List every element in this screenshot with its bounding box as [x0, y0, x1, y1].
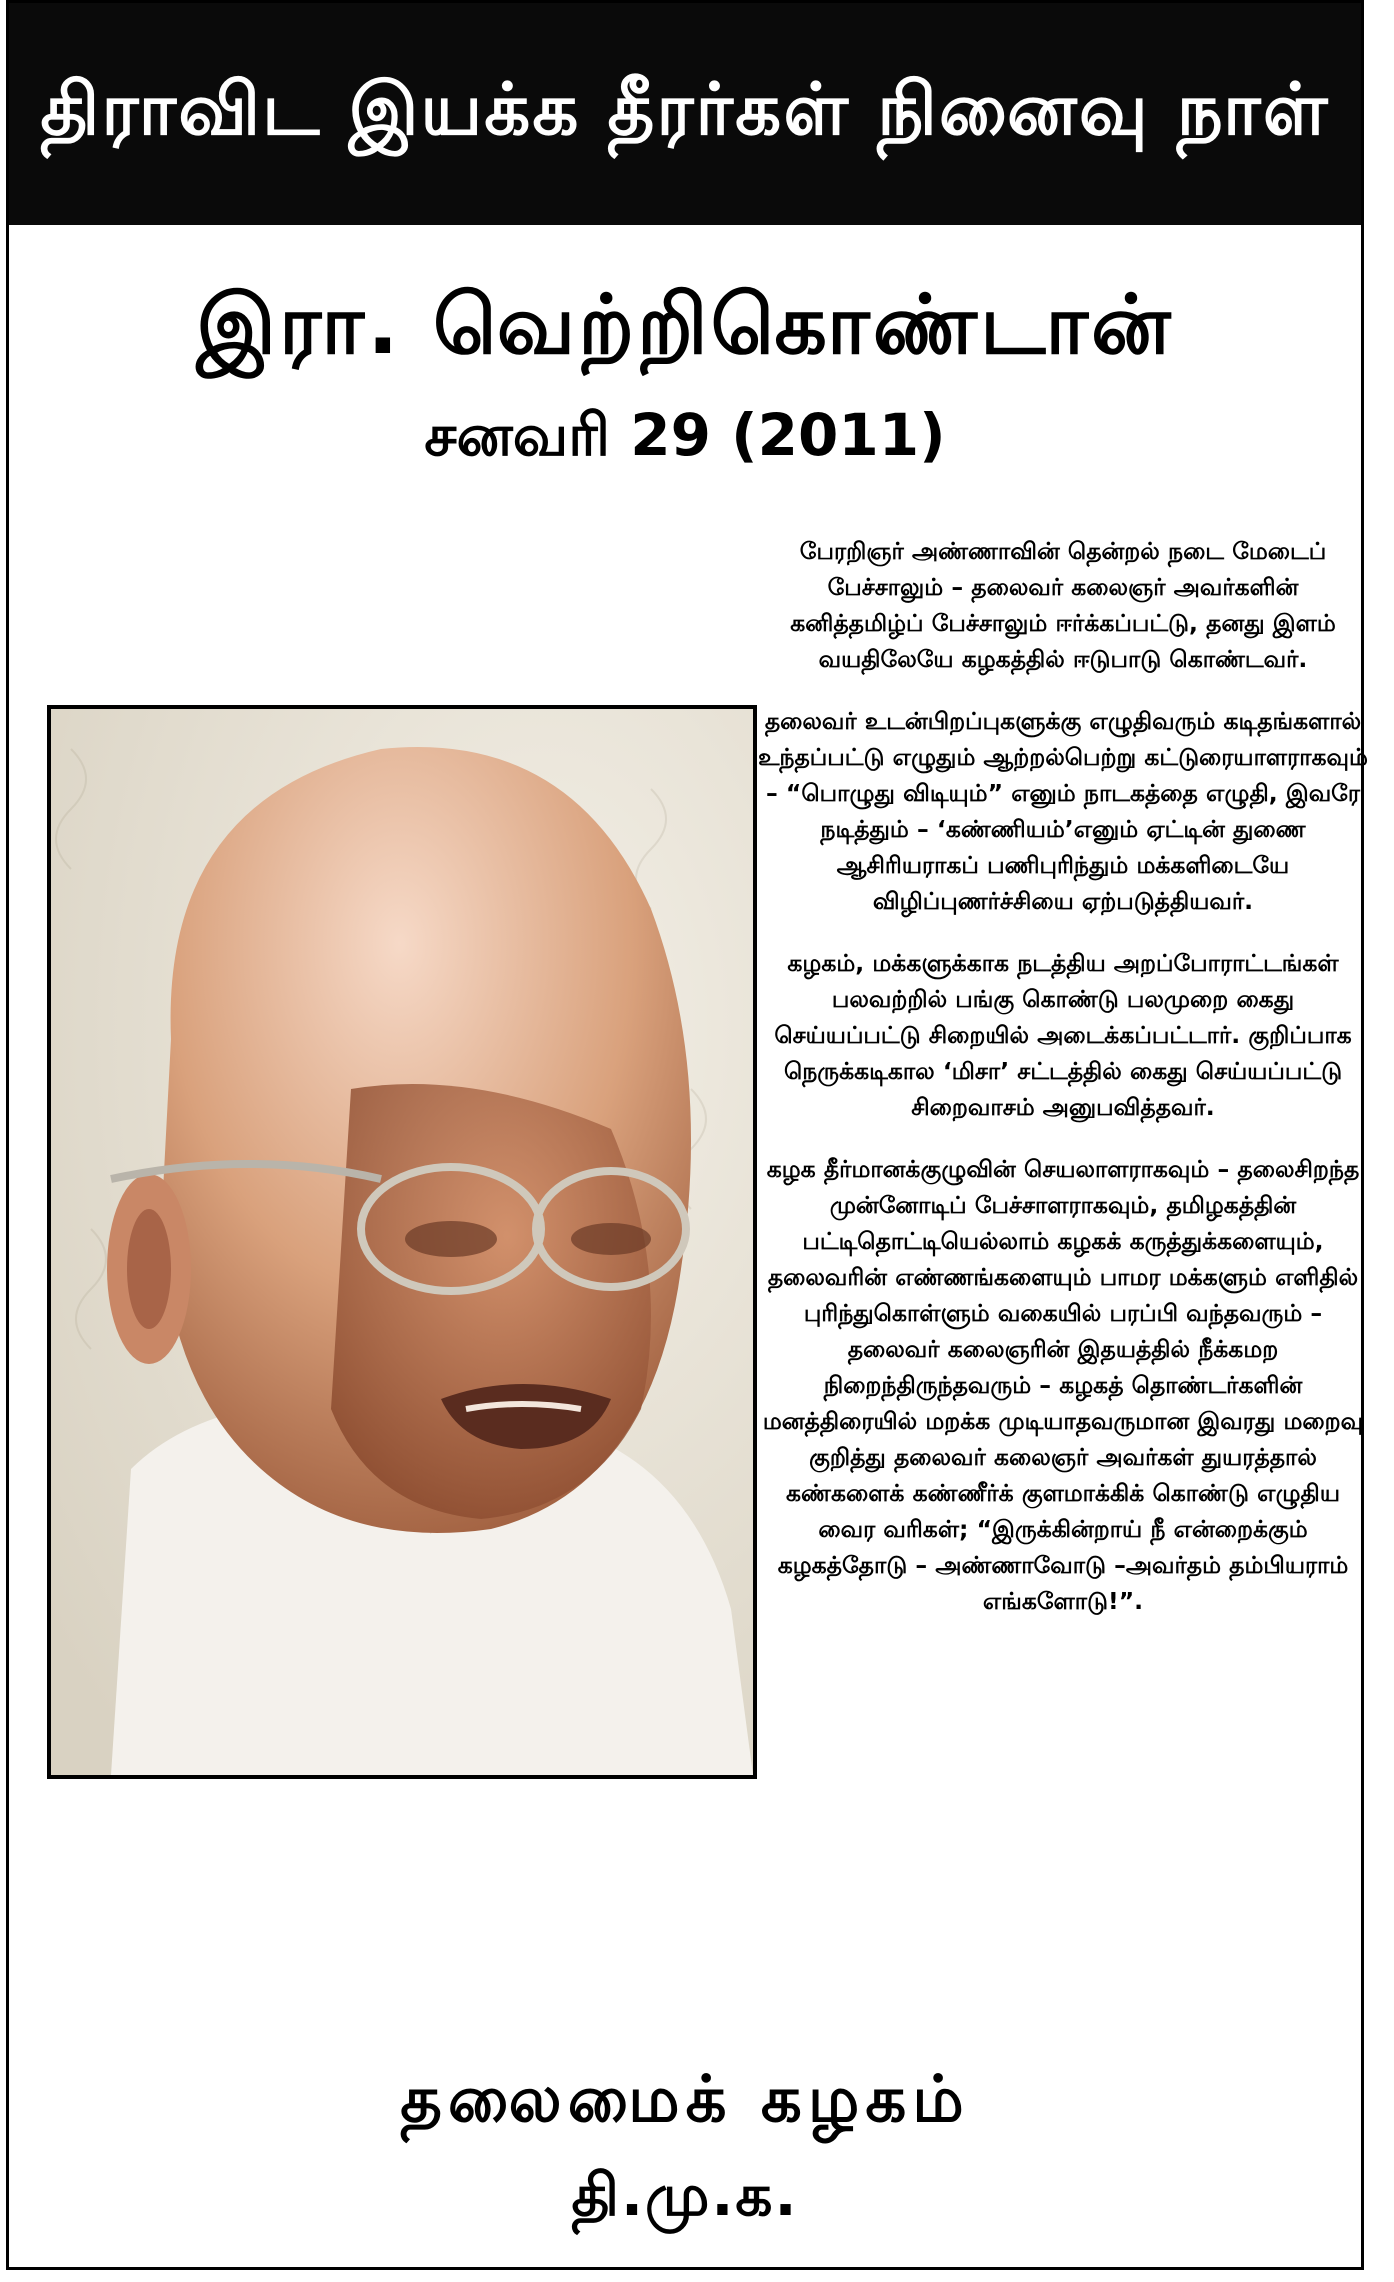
article-paragraph-4: கழக தீர்மானக்குழுவின் செயலாளராகவும் – தலைசிறந்த முன்னோடிப் பேச்சாளராகவும், தமிழகத்தின் பட்டிதொட்டியெல்லாம் கழகக் கருத்துக்களையும், தலைவரின் எண்ணங்களையும் பாமர மக்களும் எளிதில் புரிந்துகொள்ளும் வகையில் பரப்பி வந்தவரும் – தலைவர் கலைஞரின் இதயத்தில் நீக்கமற நிறைந்திருந்தவரும் – கழகத் தொண்டர்களின் மனத்திரையில் மறக்க முடியாதவருமான இவரது மறைவு குறித்து தலைவர் கலைஞர் அவர்கள் துயரத்தால் கண்களைக் கண்ணீர்க் குளமாக்கிக் கொண்டு எழுதிய வைர வரிகள்; “இருக்கின்றாய் நீ என்றைக்கும் கழகத்தோடு – அண்ணாவோடு –அவர்தம் தம்பியராம் எங்களோடு!”. — [762, 1155, 1364, 1615]
article-column — [757, 533, 1369, 1645]
memorial-date: சனவரி 29 (2011) — [424, 401, 946, 469]
advertisement-frame — [6, 0, 1368, 2270]
article-paragraph-2: தலைவர் உடன்பிறப்புகளுக்கு எழுதிவரும் கடிதங்களால் உந்தப்பட்டு எழுதும் ஆற்றல்பெற்று கட்டுரையாளராகவும் – “பொழுது விடியும்” எனும் நாடகத்தை எழுதி, இவரே நடித்தும் – ‘கண்ணியம்’எனும் ஏட்டின் துணை ஆசிரியராகப் பணிபுரிந்தும் மக்களிடையே விழிப்புணர்ச்சியை ஏற்படுத்தியவர். — [758, 707, 1368, 915]
person-name: இரா. வெற்றிகொண்டான் — [196, 278, 1174, 373]
footer-party-name: தி.மு.க. — [571, 2161, 799, 2229]
portrait-photo — [47, 705, 757, 1779]
footer-organization: தலைமைக் கழகம் — [400, 2063, 970, 2137]
article-paragraph-1: பேரறிஞர் அண்ணாவின் தென்றல் நடை மேடைப் பேச்சாலும் – தலைவர் கலைஞர் அவர்களின் கனித்தமிழ்ப் பேச்சாலும் ஈர்க்கப்பட்டு, தனது இளம் வயதிலேயே கழகத்தில் ஈடுபாடு கொண்டவர். — [790, 537, 1336, 673]
portrait-image — [51, 709, 753, 1775]
article-paragraph-3: கழகம், மக்களுக்காக நடத்திய அறப்போராட்டங்கள் பலவற்றில் பங்கு கொண்டு பலமுறை கைது செய்யப்பட்டு சிறையில் அடைக்கப்பட்டார். குறிப்பாக நெருக்கடிகால ‘மிசா’ சட்டத்தில் கைது செய்யப்பட்டு சிறைவாசம் அனுபவித்தவர். — [774, 949, 1352, 1121]
banner-title: திராவிட இயக்க தீரர்கள் நினைவு நாள் — [40, 67, 1330, 151]
header-banner — [9, 3, 1361, 225]
